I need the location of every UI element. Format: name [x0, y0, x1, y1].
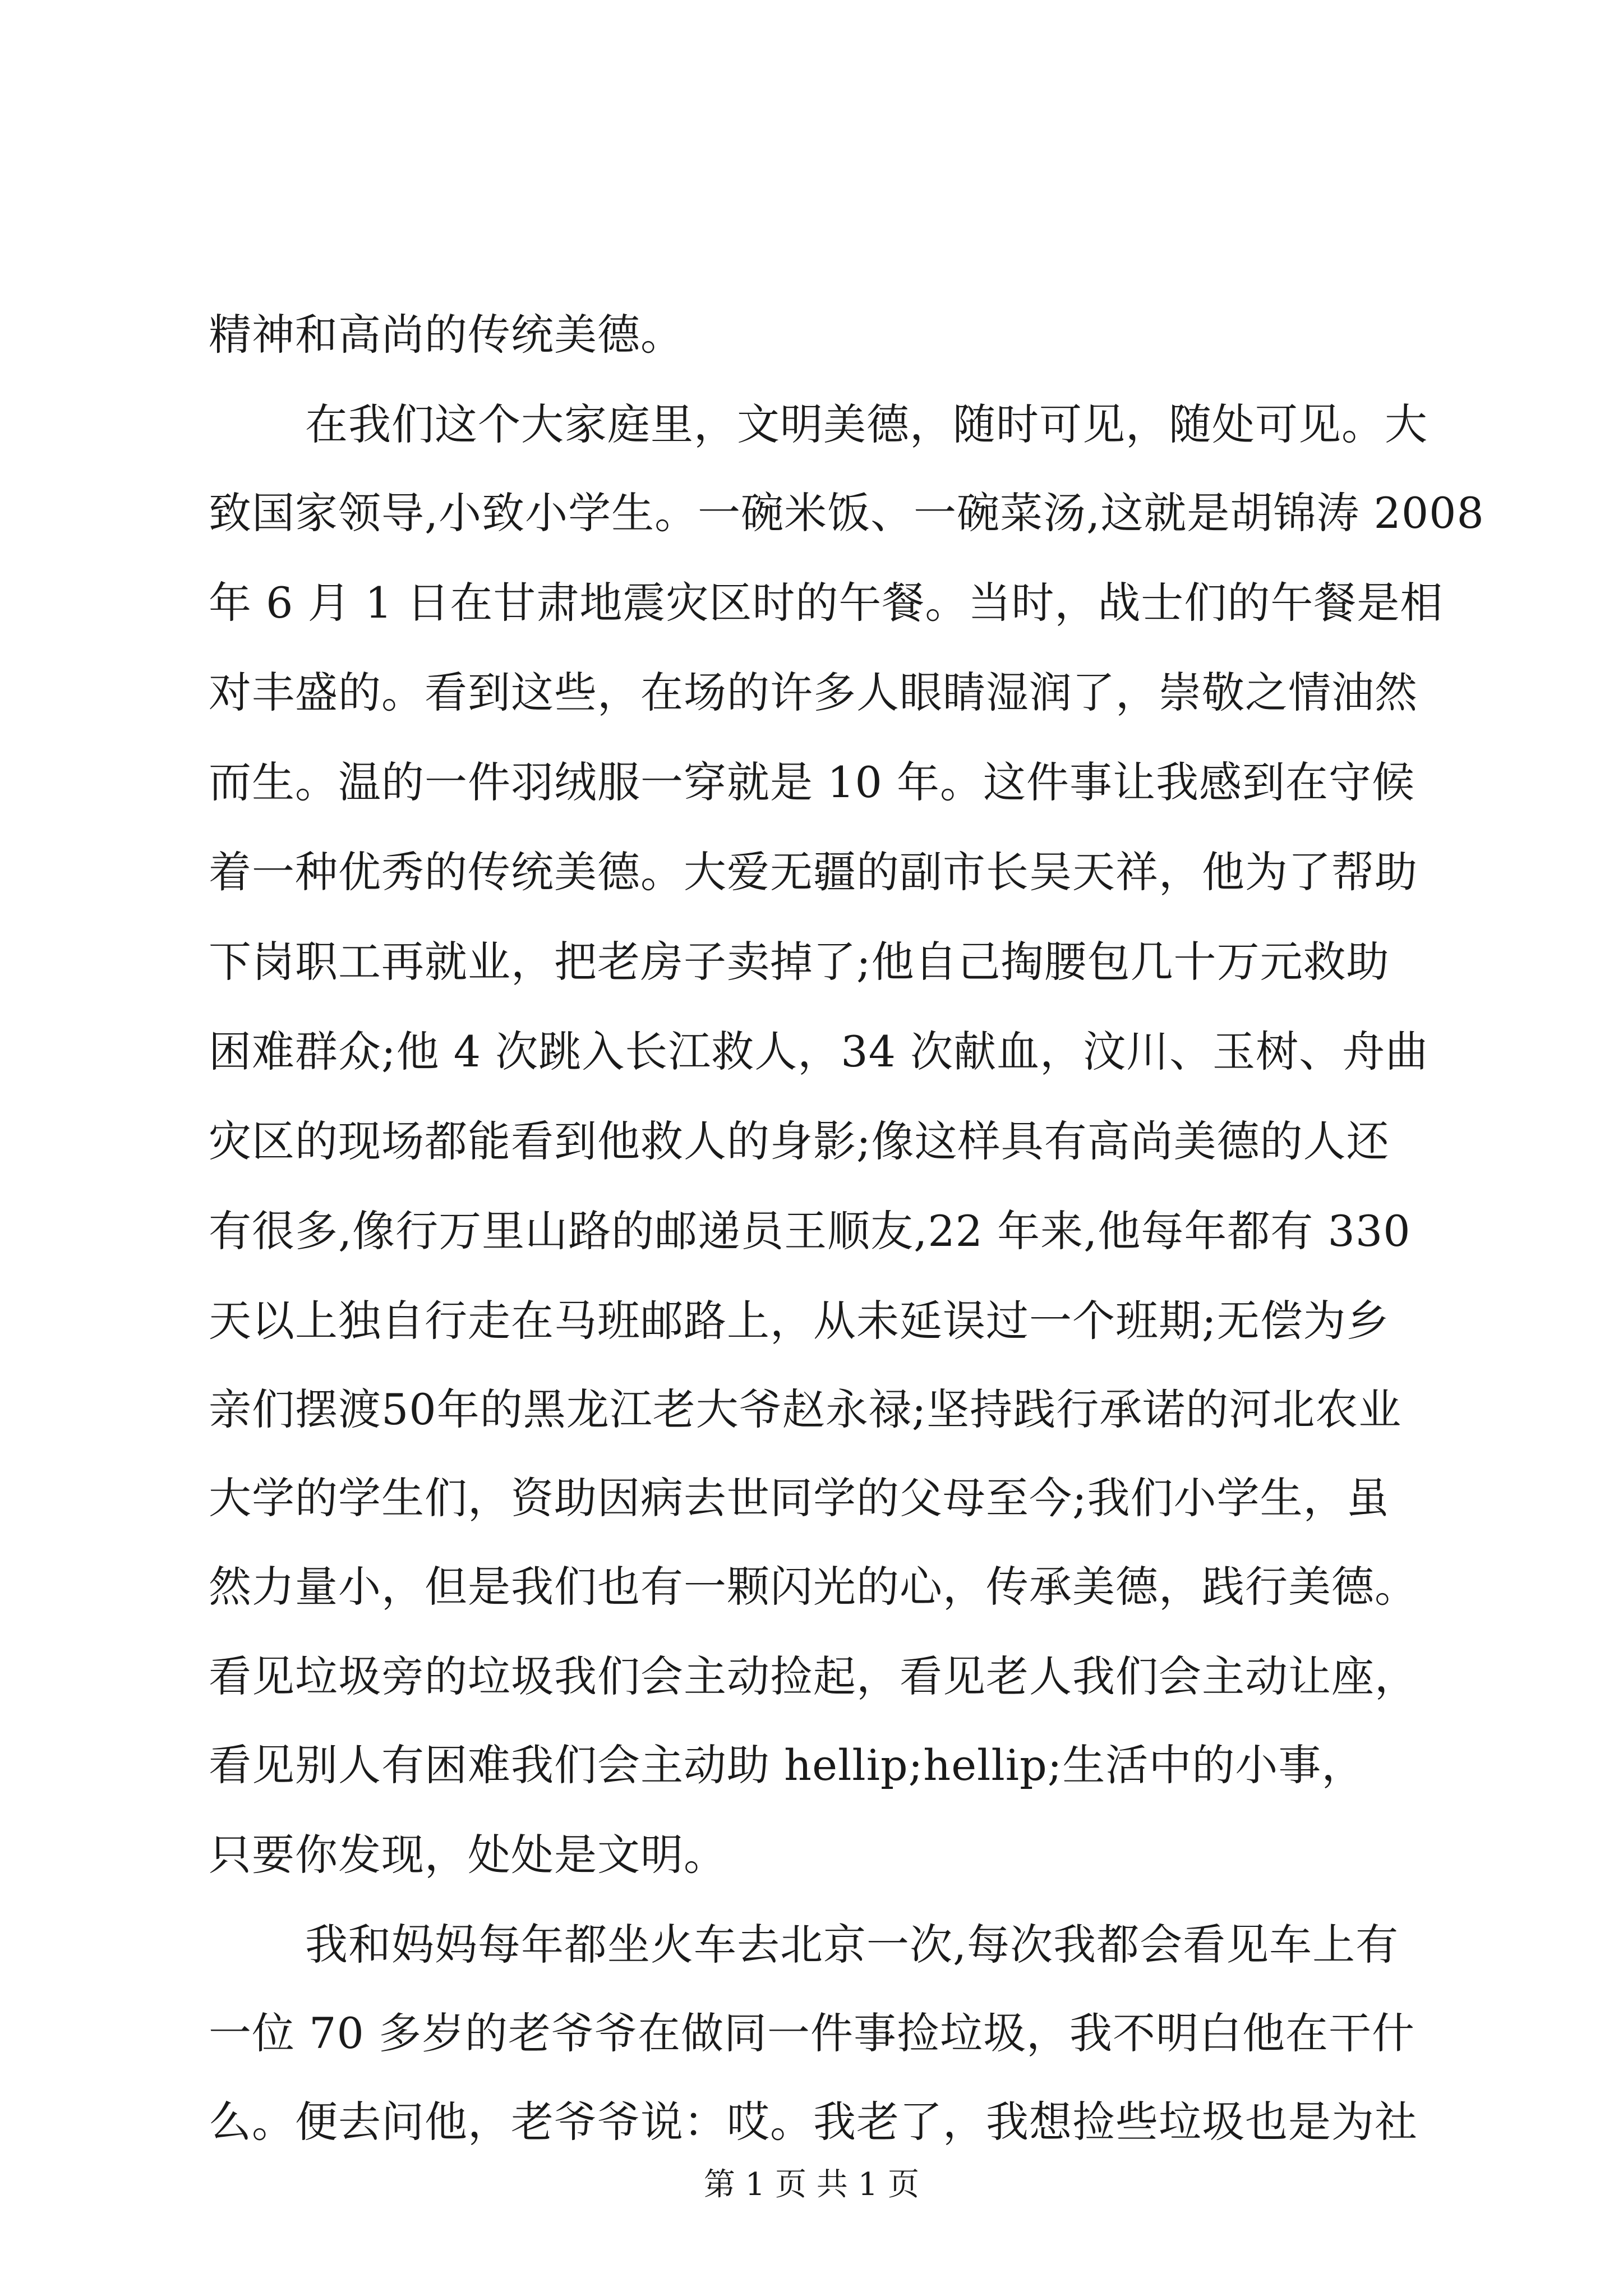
- text-line: 看见垃圾旁的垃圾我们会主动捡起，看见老人我们会主动让座，: [209, 1651, 1418, 1701]
- text-line: 致国家领导,小致小学生。一碗米饭、一碗菜汤,这就是胡锦涛 2008: [209, 488, 1484, 538]
- text-line: 天以上独自行走在马班邮路上，从未延误过一个班期;无偿为乡: [209, 1296, 1390, 1346]
- text-line: 灾区的现场都能看到他救人的身影;像这样具有高尚美德的人还: [209, 1116, 1390, 1166]
- text-line: 精神和高尚的传统美德。: [209, 310, 684, 360]
- text-line: 对丰盛的。看到这些，在场的许多人眼睛湿润了，崇敬之情油然: [209, 668, 1418, 717]
- text-line: 大学的学生们，资助因病去世同学的父母至今;我们小学生，虽: [209, 1473, 1390, 1523]
- text-line: 么。便去问他，老爷爷说：哎。我老了，我想捡些垃圾也是为社: [209, 2097, 1418, 2147]
- text-line: 一位 70 多岁的老爷爷在做同一件事捡垃圾，我不明白他在干什: [209, 2008, 1415, 2058]
- paragraph-start-line: 在我们这个大家庭里，文明美德，随时可见，随处可见。大: [305, 399, 1428, 449]
- text-line: 然力量小，但是我们也有一颗闪光的心，传承美德，践行美德。: [209, 1562, 1418, 1612]
- text-line: 有很多,像行万里山路的邮递员王顺友,22 年来,他每年都有 330: [209, 1206, 1411, 1256]
- text-line: 亲们摆渡50年的黑龙江老大爷赵永禄;坚持践行承诺的河北农业: [209, 1384, 1402, 1434]
- page-footer: 第 1 页 共 1 页: [703, 2166, 920, 2203]
- text-line: 只要你发现，处处是文明。: [209, 1830, 727, 1880]
- text-line: 看见别人有困难我们会主动助 hellip;hellip;生活中的小事，: [209, 1740, 1365, 1790]
- text-line: 下岗职工再就业，把老房子卖掉了;他自己掏腰包几十万元救助: [209, 937, 1390, 987]
- text-line: 而生。温的一件羽绒服一穿就是 10 年。这件事让我感到在守候: [209, 757, 1415, 807]
- text-line: 年 6 月 1 日在甘肃地震灾区时的午餐。当时，战士们的午餐是相: [209, 578, 1444, 628]
- paragraph-start-line: 我和妈妈每年都坐火车去北京一次,每次我都会看见车上有: [305, 1920, 1399, 1970]
- text-line: 困难群众;他 4 次跳入长江救人，34 次献血，汶川、玉树、舟曲: [209, 1027, 1429, 1076]
- text-line: 着一种优秀的传统美德。大爱无疆的副市长吴天祥，他为了帮助: [209, 847, 1418, 897]
